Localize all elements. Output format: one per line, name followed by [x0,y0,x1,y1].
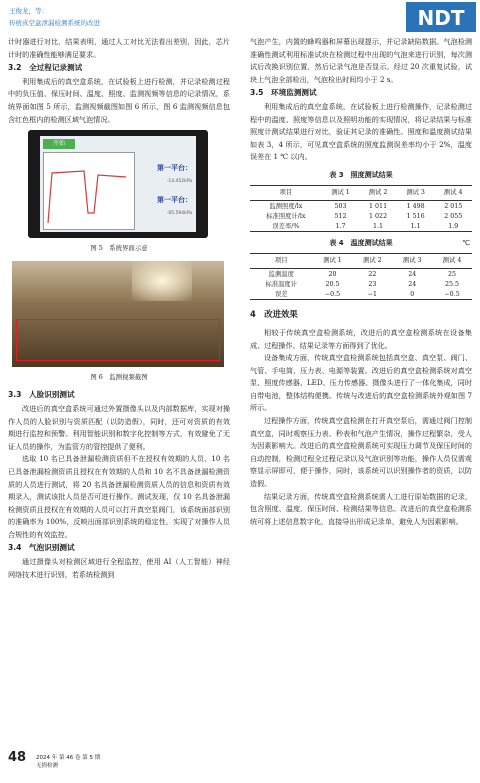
table-header: 测试 1 [322,185,360,201]
ndt-logo [406,2,476,32]
table-3-title: 表 3 照度测试结果 [329,170,393,179]
table-4-unit: ℃ [462,239,470,248]
paragraph: 改进后的真空盒系统可通过外置摄像头以及内部数据库，实现对操作人员的人脸识别与资质匹配（以防造假），同时，还可对资质的有效期进行监控和预警。利用智能识别和数字化控制等方式，有效避免了无证人员的操作，为监管方的管控提供了便利。 [8,403,230,451]
start-tab: 开始 [43,139,75,149]
table-cell: −0.5 [313,289,353,300]
paragraph: 选取 10 名已具备泄漏检测资质但不在授权有效期的人员、10 名已具备泄漏检测资质且授权在有效期的人员和 10 名不具备泄漏检测资质的人员进行测试，将 20 名具备泄漏检测资质人员的信息和资质有效期录入，测试该批人员是否可进行操作。测试发现，仅 10 名具备泄漏检测资质且授权在有效期的人员可以打开真空泵阀门，该系统面部识别的准确率为 100%，反映出面部识别系统的稳定性，实现了对操作人员合规性的有效监控。 [8,454,230,539]
table-row [250,211,472,221]
section-heading-3-3: 3.3 人脸识别测试 [8,390,75,400]
platform-value-1: -14.452kPa [166,179,192,185]
table-cell: 误差率/% [250,221,322,232]
table-cell: 25.5 [445,280,460,288]
table-cell: 误差 [250,289,313,300]
table-cell: 1 011 [369,202,388,210]
device-screen [40,136,196,232]
table-cell: 25 [448,270,457,278]
figure-5-system-interface [28,130,208,238]
page-header [0,0,480,34]
table-cell: 标准照度计/lx [266,212,306,220]
table-cell: 1 498 [406,202,425,210]
table-cell: 512 [334,212,347,220]
paragraph: 利用集成后的真空盒系统，在试验板上进行检测操作，记录检测过程中的温度、照度等信息以及照明功能的实现情况，将记录结果与标准照度计测试结果进行对比，验证其记录的准确性。照度和温度测试结果如表 3，4 所示，可见真空盒系统的照度监测误差率均小于 2%，温度误差在 1 ℃ 以内。 [250,101,472,162]
running-authors: 王俊龙，等： [9,7,48,15]
table-cell: 1.9 [434,221,472,232]
table-4-title [250,237,472,250]
left-column [8,36,230,581]
page-number: 48 [8,750,27,765]
table-cell: 1.1 [359,221,397,232]
table-cell: 20 [328,270,337,278]
table-4-temperature [250,253,472,301]
table-cell: 24 [408,280,417,288]
table-cell: 监测照度/lx [269,202,303,210]
platform-value-2: -05.594kPa [166,211,192,217]
table-header: 测试 4 [432,253,472,269]
table-header: 测试 4 [434,185,472,201]
platform-label-1: 第一平台： [157,164,192,173]
table-row [250,269,472,280]
section-heading-3-4: 3.4 气泡识别测试 [8,543,75,553]
table-cell: 1 022 [369,212,388,220]
table-header: 测试 2 [359,185,397,201]
table-cell: −1 [352,289,392,300]
table-3-illuminance [250,185,472,233]
table-header: 项目 [250,185,322,201]
journal-issue: 2024 年 第 46 卷 第 5 期 [36,755,101,761]
paragraph: 相较于传统真空盒检测系统，改进后的真空盒检测系统在设备集成、过程操作、结果记录等方面得到了优化。 [250,327,472,350]
paragraph: 通过摄像头对检测区域进行全程监控，使用 AI（人工智能）神经网络技术进行识别，若系统检测到 [8,557,230,579]
table-cell: 20.5 [325,280,340,288]
table-cell: 1.1 [397,221,435,232]
table-cell: 标准温度计 [265,280,298,288]
section-heading-4: 4 改进效果 [250,309,298,320]
journal-name: 无损检测 [36,763,59,769]
table-header: 测试 1 [313,253,353,269]
light-glare [132,261,192,301]
table-row [250,289,472,300]
table-cell: 监测温度 [268,270,294,278]
paragraph: 设备集成方面，传统真空盒检测系统包括真空盒、真空泵、阀门、气管、手电筒、压力表、电源等装置。改进后的真空盒检测系统对真空泵、照度传感器、LED、压力传感器、摄像头进行了一体化集成，同时自带电池，整体结构便携。传统与改进后的真空盒检测系统外观如图 7 所示。 [250,353,472,413]
figure-6-caption: 图 6 监测视频截图 [90,372,148,381]
paragraph: 利用集成后的真空盒系统，在试验板上进行检测，并记录检测过程中的负压值、保压时间、温度、照度、监测视频等信息的记录情况，系统界面如图 5 所示，监测视频截图如图 6 所示，图 6 监测视频信息包含红色框内的检测区域气泡情况。 [8,76,230,124]
table-cell: 1 516 [406,212,425,220]
figure-6-video-screenshot [12,261,224,367]
figure-5-caption: 图 5 系统界面示意 [90,244,148,253]
detection-region-box [16,319,220,361]
table-header: 测试 3 [392,253,432,269]
paragraph: 气泡产生，内置的蜂鸣器和屏幕出现提示，并记录缺陷数据。气泡检测准确性测试利用标准试块在检测过程中出现的气泡来进行识别，每次测试后改换识别位置，然后记录气泡是否显示。经过 20 次重复试验，试块上气泡全部检出，气泡检出时间均小于 2 s。 [250,37,472,84]
right-column [250,36,472,528]
table-header: 测试 3 [397,185,435,201]
table-header: 测试 2 [352,253,392,269]
table-row [250,201,472,212]
section-heading-3-2: 3.2 全过程记录测试 [8,63,83,73]
platform-label-2: 第一平台： [157,196,192,205]
table-cell: 1.7 [322,221,360,232]
table-cell: 2 015 [444,202,463,210]
table-row [250,221,472,232]
table-cell: 2 055 [444,212,463,220]
table-header: 项目 [250,253,313,269]
paragraph: 计时器进行对比，结果表明，通过人工对比无法看出差别，因此，芯片计时的准确性能够满足要求。 [8,37,230,59]
table-4-title-text: 表 4 温度测试结果 [329,239,393,248]
table-cell: 0 [392,289,432,300]
table-row [250,279,472,289]
pressure-curve-chart [43,152,135,230]
table-cell: −0.5 [432,289,472,300]
paragraph: 过程操作方面，传统真空盒检测在打开真空泵后，需通过阀门控制真空盒，同时观察压力表、秒表和气泡产生情况，操作过程繁杂，受人为因素影响大。改进后的真空盒检测系统可实现压力调节及保压时间的自动控制，检测过程全过程记录以及气泡识别等功能，操作人员仅需观察显示屏即可，便于操作，同时，该系统可以识别操作者的资质，以防造假。 [250,416,472,489]
table-cell: 24 [408,270,417,278]
table-cell: 22 [368,270,377,278]
section-heading-3-5: 3.5 环境监测测试 [250,88,317,98]
table-cell: 503 [334,202,347,210]
svg-text:NDT: NDT [417,6,465,30]
table-cell: 23 [368,280,377,288]
paragraph: 结果记录方面，传统真空盒检测系统需人工进行原始数据的记录，包含照度、温度、保压时间、检测结果等信息。改进后的真空盒检测系统可将上述信息数字化，直接导出形成记录单，避免人为因素影响。 [250,491,472,526]
running-title: 传统真空盒泄漏检测系统的改进 [9,19,100,27]
